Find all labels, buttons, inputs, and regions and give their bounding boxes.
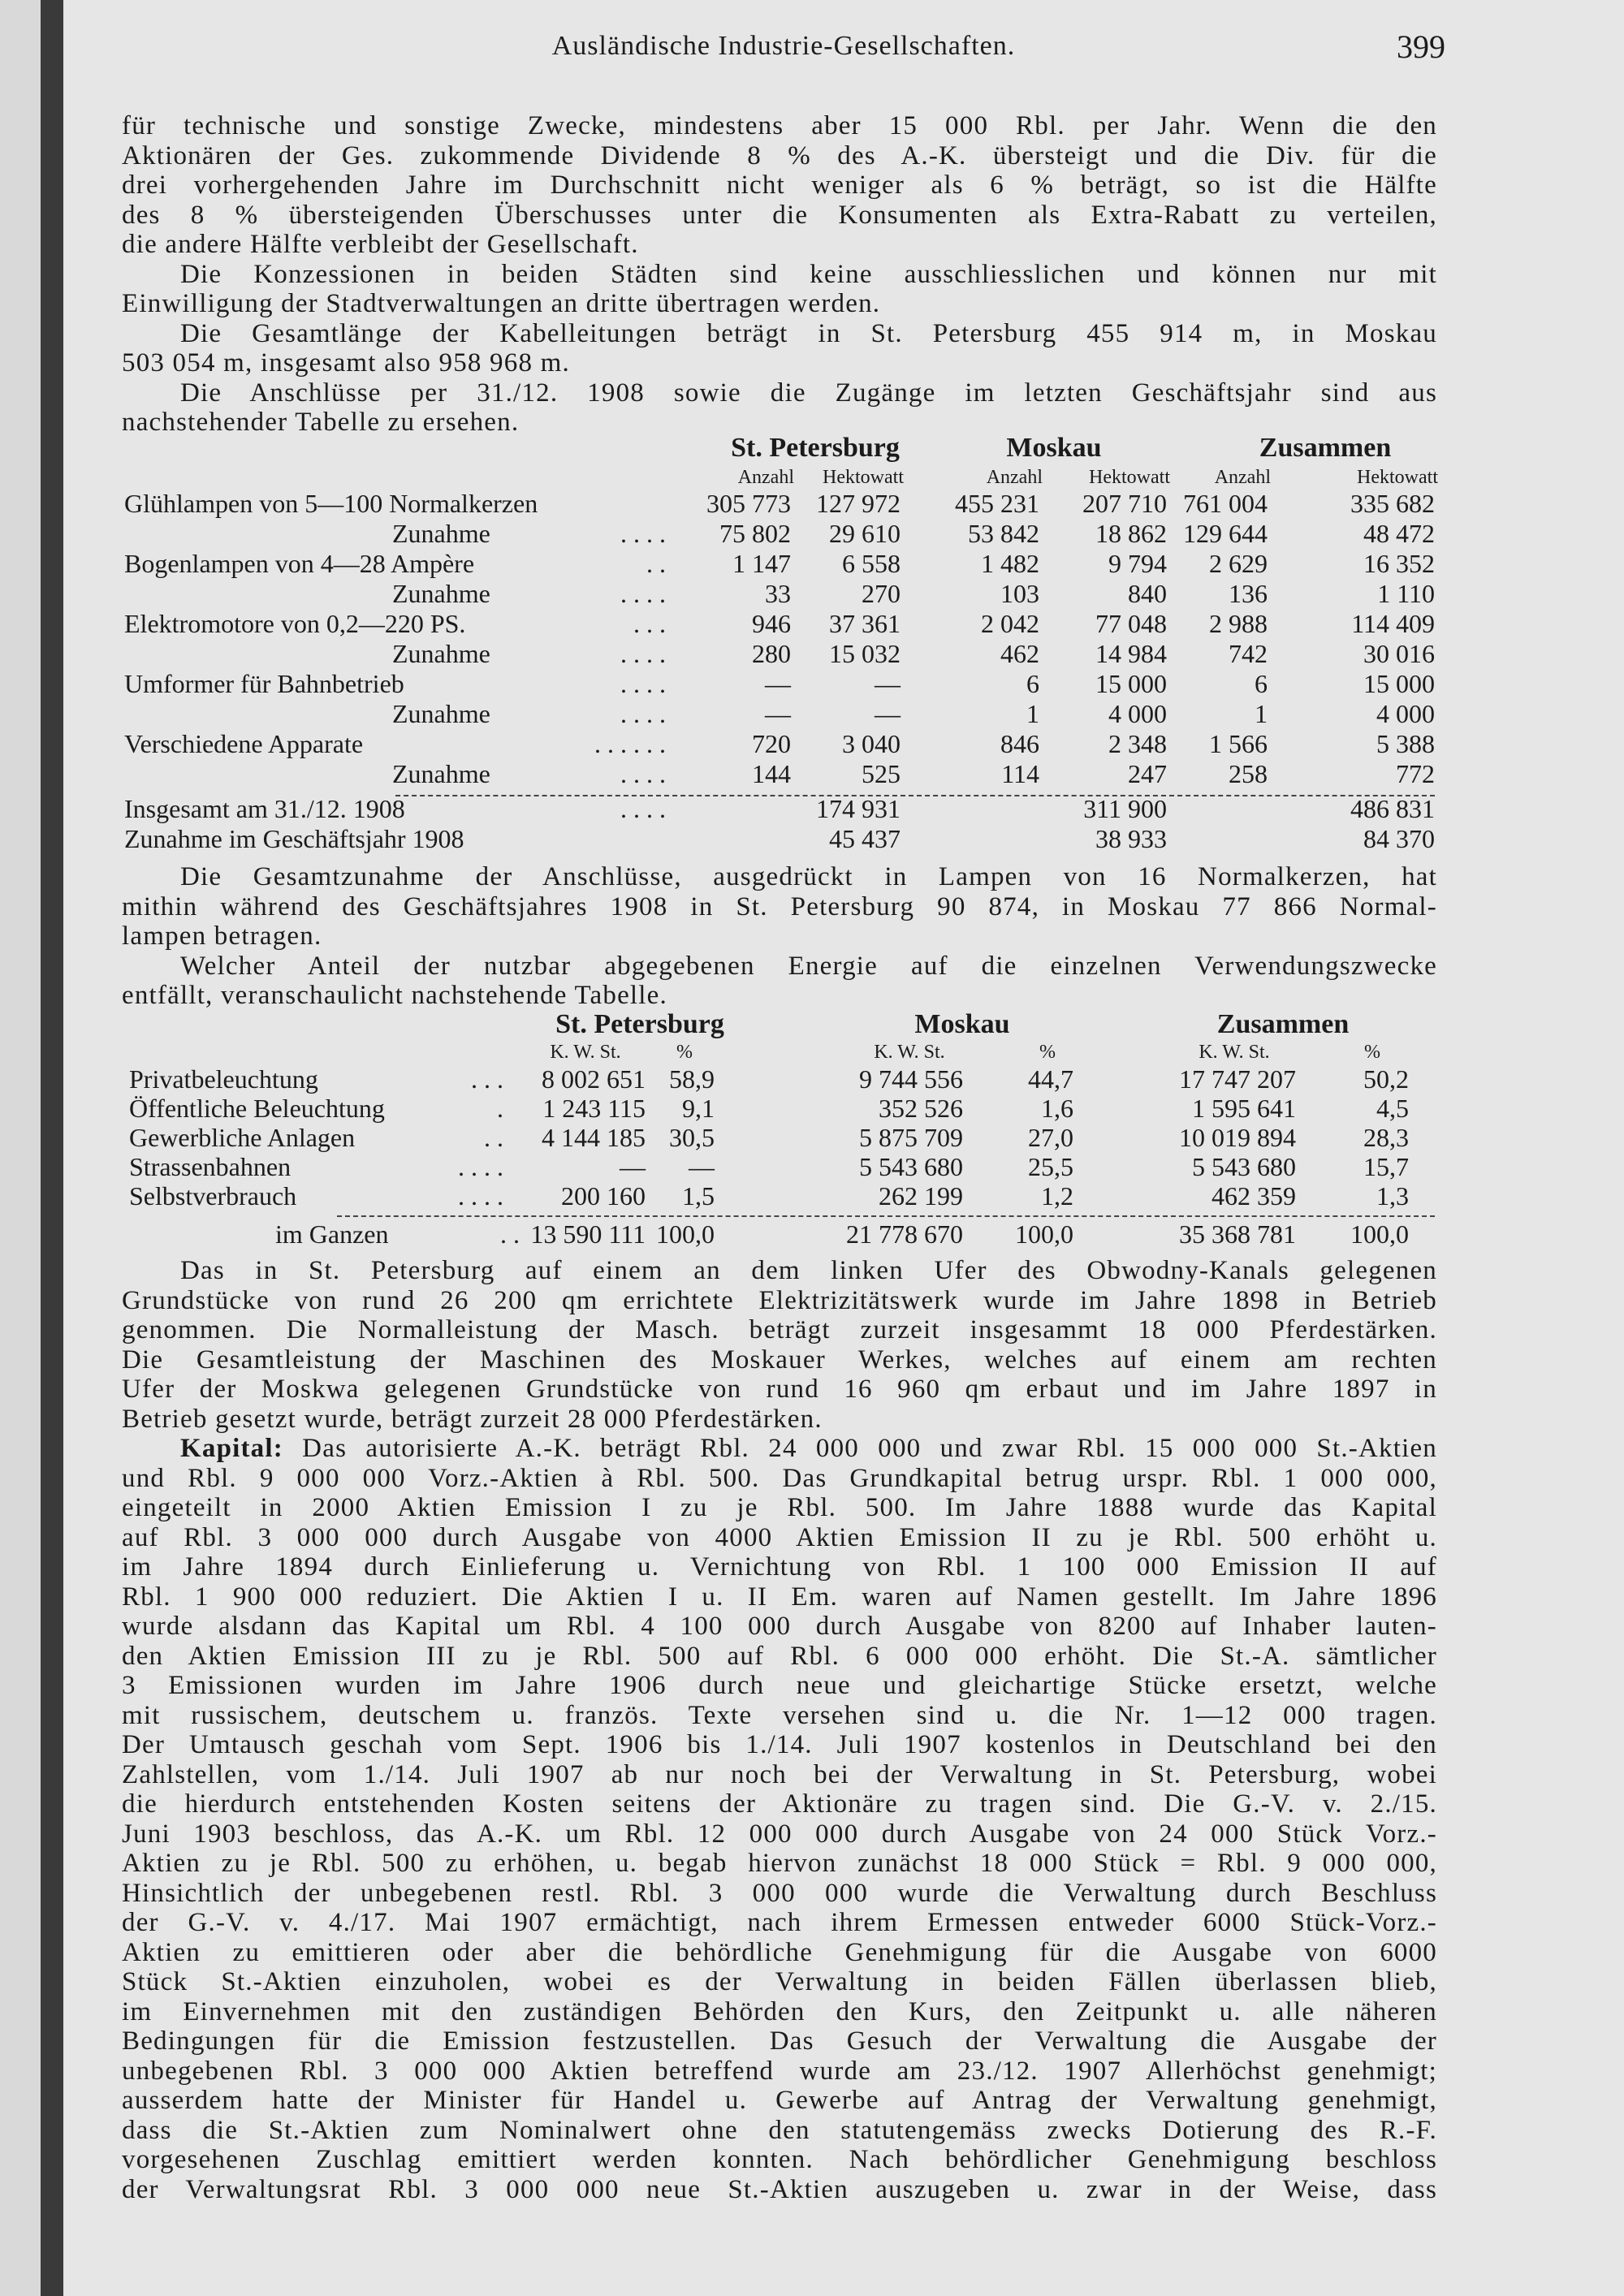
line-text: der G.-V. v. 4./17. Mai 1907 ermächtigt, nach ihrem Ermessen entweder 6000 Stück-Vorz.- bbox=[122, 1908, 1437, 1937]
table-cell: 50,2 bbox=[1363, 1064, 1409, 1094]
table-cell: — bbox=[620, 1152, 646, 1181]
table-cell: 114 409 bbox=[1351, 609, 1435, 638]
table-cell: 14 984 bbox=[1095, 639, 1167, 668]
line-text: vorgesehenen Zuschlag emittiert werden konnten. Nach behördlicher Genehmigung beschloss bbox=[122, 2145, 1437, 2174]
line-text: drei vorhergehenden Jahre im Durchschnitt nicht weniger als 6 % beträgt, so ist die Hälfte bbox=[122, 170, 1437, 200]
leader-dots: . . . . bbox=[620, 519, 666, 548]
table-cell: 247 bbox=[1128, 759, 1167, 788]
column-subheader: Hektowatt bbox=[1089, 467, 1170, 488]
row-label: Insgesamt am 31./12. 1908 bbox=[124, 794, 405, 823]
table-cell: 2 988 bbox=[1209, 609, 1268, 638]
leader-dots: . . bbox=[484, 1123, 503, 1152]
column-subheader: K. W. St. bbox=[550, 1042, 621, 1063]
paragraph-line bbox=[180, 952, 1437, 981]
leader-dots: . . . . bbox=[458, 1181, 503, 1211]
table-cell: 44,7 bbox=[1028, 1064, 1073, 1094]
paragraph-line bbox=[122, 1552, 1437, 1582]
table-cell: 1,5 bbox=[682, 1181, 715, 1211]
line-text: Rbl. 1 900 000 reduziert. Die Aktien I u. II Em. waren auf Namen gestellt. Im Jahre 1896 bbox=[122, 1582, 1437, 1612]
leader-dots: . . . . . . bbox=[594, 729, 666, 758]
table-cell: 16 352 bbox=[1363, 549, 1435, 578]
table-cell: 25,5 bbox=[1028, 1152, 1073, 1181]
table-cell: 311 900 bbox=[1083, 794, 1167, 823]
line-text: und Rbl. 9 000 000 Vorz.-Aktien à Rbl. 500. Das Grundkapital betrug urspr. Rbl. 1 000 000, bbox=[122, 1463, 1437, 1493]
line-text: 3 Emissionen wurden im Jahre 1906 durch neue und gleichartige Stücke ersetzt, welche bbox=[122, 1671, 1437, 1700]
table-cell: 100,0 bbox=[1015, 1219, 1073, 1249]
paragraph-line bbox=[180, 1256, 1437, 1285]
column-subheader: Anzahl bbox=[737, 467, 794, 488]
line-text: wurde alsdann das Kapital um Rbl. 4 100 000 durch Ausgabe von 8200 auf Inhaber lauten- bbox=[122, 1612, 1437, 1641]
table-cell: 352 526 bbox=[879, 1094, 963, 1123]
table-cell: 1 110 bbox=[1377, 579, 1435, 608]
line-text: die hierdurch entstehenden Kosten seitens der Aktionäre zu tragen sind. Die G.-V. v. 2./15. bbox=[122, 1789, 1437, 1819]
table-cell: 200 160 bbox=[561, 1181, 646, 1211]
row-sublabel: Zunahme bbox=[392, 759, 490, 788]
paragraph-line bbox=[122, 1789, 1437, 1819]
line-text: im Jahre 1894 durch Einlieferung u. Vernichtung von Rbl. 1 100 000 Emission II auf bbox=[122, 1552, 1437, 1582]
line-text: ausserdem hatte der Minister für Handel u. Gewerbe auf Antrag der Verwaltung genehmigt, bbox=[122, 2086, 1437, 2115]
leader-dots: . . . . bbox=[620, 579, 666, 608]
table-cell: 13 590 111 bbox=[530, 1219, 646, 1249]
table-cell: 4 144 185 bbox=[542, 1123, 646, 1152]
row-label: Verschiedene Apparate bbox=[124, 729, 364, 758]
line-text: die andere Hälfte verbleibt der Gesellschaft. bbox=[122, 230, 639, 259]
paragraph-line bbox=[122, 1375, 1437, 1404]
paragraph-line bbox=[122, 1642, 1437, 1671]
leader-dots: . . . . bbox=[620, 794, 666, 823]
paragraph-line bbox=[180, 1434, 1437, 1463]
table-cell: 35 368 781 bbox=[1179, 1219, 1296, 1249]
line-text: Der Umtausch geschah vom Sept. 1906 bis 1./14. Juli 1907 kostenlos in Deutschland bei den bbox=[122, 1730, 1437, 1759]
table-cell: 1 bbox=[1255, 699, 1268, 728]
table-cell: 840 bbox=[1128, 579, 1167, 608]
table-cell: 1 243 115 bbox=[542, 1094, 646, 1123]
row-label: Strassenbahnen bbox=[129, 1152, 292, 1181]
leader-dots: . . bbox=[646, 549, 666, 578]
table-cell: 761 004 bbox=[1183, 489, 1268, 518]
line-text: Hinsichtlich der unbegebenen restl. Rbl. 3 000 000 wurde die Verwaltung durch Beschluss bbox=[122, 1878, 1437, 1908]
table-cell: 9 794 bbox=[1108, 549, 1167, 578]
line-text: Die Gesamtzunahme der Anschlüsse, ausgedrückt in Lampen von 16 Normalkerzen, hat bbox=[180, 862, 1437, 891]
row-label: Selbstverbrauch bbox=[129, 1181, 297, 1211]
table-cell: 5 388 bbox=[1376, 729, 1435, 758]
paragraph-line bbox=[122, 2175, 1437, 2204]
line-text: für technische und sonstige Zwecke, mindestens aber 15 000 Rbl. per Jahr. Wenn die den bbox=[122, 111, 1437, 140]
table-cell: 5 875 709 bbox=[859, 1123, 963, 1152]
paragraph-line bbox=[122, 1582, 1437, 1612]
paragraph-line bbox=[122, 2056, 1437, 2086]
line-text: Die Anschlüsse per 31./12. 1908 sowie die Zugänge im letzten Geschäftsjahr sind aus bbox=[180, 378, 1437, 408]
paragraph-line bbox=[122, 2116, 1437, 2145]
line-text: Die Gesamtleistung der Maschinen des Moskauer Werkes, welches auf einem am rechten bbox=[122, 1344, 1437, 1375]
paragraph-line bbox=[122, 201, 1437, 230]
table-cell: 270 bbox=[862, 579, 901, 608]
table-rule bbox=[395, 795, 1435, 796]
table-rule bbox=[337, 1215, 1435, 1217]
table-cell: 772 bbox=[1396, 759, 1435, 788]
leader-dots: . bbox=[497, 1094, 503, 1123]
line-text: unbegebenen Rbl. 3 000 000 Aktien betreffend wurde am 23./12. 1907 Allerhöchst genehmigt; bbox=[122, 2056, 1437, 2086]
table-cell: 946 bbox=[752, 609, 791, 638]
leader-dots: . . . bbox=[633, 609, 666, 638]
table-cell: 38 933 bbox=[1095, 824, 1167, 853]
table-cell: 37 361 bbox=[829, 609, 901, 638]
table-cell: 525 bbox=[862, 759, 901, 788]
paragraph-line bbox=[122, 892, 1437, 921]
table-cell: 5 543 680 bbox=[1192, 1152, 1296, 1181]
table-cell: 45 437 bbox=[829, 824, 901, 853]
line-text: im Einvernehmen mit den zuständigen Behörden den Kurs, den Zeitpunkt u. alle näheren bbox=[122, 1996, 1437, 2026]
line-text: des 8 % übersteigenden Überschusses unter die Konsumenten als Extra-Rabatt zu verteilen, bbox=[122, 200, 1437, 230]
column-subheader: Hektowatt bbox=[1357, 467, 1438, 488]
table-cell: 4,5 bbox=[1376, 1094, 1409, 1123]
line-text: Juni 1903 beschloss, das A.-K. um Rbl. 12 000 000 durch Ausgabe von 24 000 Stück Vorz.- bbox=[122, 1819, 1437, 1849]
table-cell: 742 bbox=[1229, 639, 1268, 668]
line-text: eingeteilt in 2000 Aktien Emission I zu je Rbl. 500. Im Jahre 1888 wurde das Kapital bbox=[122, 1493, 1437, 1522]
paragraph-line bbox=[122, 1671, 1437, 1700]
paragraph-line bbox=[122, 1286, 1437, 1315]
table-cell: 18 862 bbox=[1095, 519, 1167, 548]
row-label: Privatbeleuchtung bbox=[129, 1064, 318, 1094]
paragraph-line bbox=[180, 319, 1437, 348]
table-cell: 335 682 bbox=[1350, 489, 1435, 518]
table-cell: — bbox=[689, 1152, 715, 1181]
line-text: Aktien zu emittieren oder aber die behördliche Genehmigung für die Ausgabe von 6000 bbox=[122, 1937, 1437, 1967]
left-margin-edge bbox=[0, 0, 41, 2296]
table-cell: 21 778 670 bbox=[846, 1219, 963, 1249]
table-cell: 9,1 bbox=[682, 1094, 715, 1123]
table-cell: 17 747 207 bbox=[1179, 1064, 1296, 1094]
table-cell: 1 595 641 bbox=[1192, 1094, 1296, 1123]
line-text: mit russischem, deutschem u. französ. Texte versehen sind u. die Nr. 1—12 000 tragen. bbox=[122, 1700, 1437, 1730]
line-text: Welcher Anteil der nutzbar abgegebenen Energie auf die einzelnen Verwendungszwecke bbox=[180, 951, 1437, 981]
table-cell: 720 bbox=[752, 729, 791, 758]
table-cell: 10 019 894 bbox=[1179, 1123, 1296, 1152]
table-cell: 136 bbox=[1229, 579, 1268, 608]
page-number: 399 bbox=[1397, 28, 1445, 65]
paragraph-line bbox=[122, 2145, 1437, 2174]
table-cell: 8 002 651 bbox=[542, 1064, 646, 1094]
row-sublabel: Zunahme bbox=[392, 519, 490, 548]
line-text: auf Rbl. 3 000 000 durch Ausgabe von 4000 Aktien Emission II zu je Rbl. 500 erhöht u. bbox=[122, 1522, 1437, 1552]
column-subheader: K. W. St. bbox=[874, 1042, 945, 1063]
paragraph-line bbox=[122, 1819, 1437, 1849]
line-text: dass die St.-Aktien zum Nominalwert ohne den statutengemäss zwecks Dotierung des R.-F. bbox=[122, 2115, 1437, 2145]
leader-dots: . . . . bbox=[458, 1152, 503, 1181]
leader-dots: . . bbox=[500, 1219, 520, 1249]
table-cell: 207 710 bbox=[1082, 489, 1167, 518]
table-cell: 1,3 bbox=[1376, 1181, 1409, 1211]
column-subheader: % bbox=[676, 1042, 693, 1063]
line-text: Die Konzessionen in beiden Städten sind keine ausschliesslichen und können nur mit bbox=[180, 259, 1437, 289]
paragraph-line bbox=[180, 862, 1437, 891]
paragraph-line bbox=[122, 230, 1437, 259]
table-cell: 1 147 bbox=[732, 549, 791, 578]
line-text: Aktionären der Ges. zukommende Dividende 8 % des A.-K. übersteigt und die Div. für die bbox=[122, 140, 1437, 170]
table-cell: 27,0 bbox=[1028, 1123, 1073, 1152]
table-cell: 5 543 680 bbox=[859, 1152, 963, 1181]
table-cell: 486 831 bbox=[1350, 794, 1435, 823]
paragraph-line bbox=[122, 1967, 1437, 1996]
row-sublabel: Zunahme bbox=[392, 639, 490, 668]
paragraph-line bbox=[122, 1730, 1437, 1759]
table-cell: 174 931 bbox=[816, 794, 901, 823]
binding-shadow bbox=[41, 0, 63, 2296]
table-cell: 455 231 bbox=[955, 489, 1039, 518]
column-subheader: Anzahl bbox=[986, 467, 1043, 488]
column-group-header: St. Petersburg bbox=[731, 433, 900, 463]
paragraph-line bbox=[122, 1523, 1437, 1552]
line-text: Bedingungen für die Emission festzustellen. Das Gesuch der Verwaltung die Ausgabe der bbox=[122, 2026, 1437, 2056]
table-cell: 1,2 bbox=[1041, 1181, 1073, 1211]
paragraph-line bbox=[122, 1701, 1437, 1730]
line-text: Die Gesamtlänge der Kabelleitungen beträgt in St. Petersburg 455 914 m, in Moskau bbox=[180, 318, 1437, 348]
paragraph-line bbox=[122, 170, 1437, 200]
column-group-header: Moskau bbox=[914, 1009, 1010, 1039]
row-label: Umformer für Bahnbetrieb bbox=[124, 669, 404, 698]
table-cell: 305 773 bbox=[706, 489, 791, 518]
line-text: Einwilligung der Stadtverwaltungen an dritte übertragen werden. bbox=[122, 289, 881, 318]
table-cell: 29 610 bbox=[829, 519, 901, 548]
column-subheader: Hektowatt bbox=[823, 467, 904, 488]
paragraph-line bbox=[122, 1464, 1437, 1493]
table-cell: 4 000 bbox=[1108, 699, 1167, 728]
table-cell: 1 566 bbox=[1209, 729, 1268, 758]
table-cell: 127 972 bbox=[816, 489, 901, 518]
table-cell: 28,3 bbox=[1363, 1123, 1409, 1152]
table-cell: 2 348 bbox=[1108, 729, 1167, 758]
column-subheader: % bbox=[1364, 1042, 1380, 1063]
row-label: im Ganzen bbox=[275, 1219, 389, 1249]
table-cell: 280 bbox=[752, 639, 791, 668]
table-cell: 1 bbox=[1026, 699, 1039, 728]
running-title: Ausländische Industrie-Gesellschaften. bbox=[551, 31, 1016, 61]
paragraph-line bbox=[122, 1908, 1437, 1937]
paragraph-line bbox=[122, 1997, 1437, 2026]
row-sublabel: Zunahme bbox=[392, 579, 490, 608]
line-text: der Verwaltungsrat Rbl. 3 000 000 neue St.-Aktien auszugeben u. zwar in der Weise, dass bbox=[122, 2174, 1437, 2204]
line-text: Das autorisierte A.-K. beträgt Rbl. 24 000 000 und zwar Rbl. 15 000 000 St.-Aktien bbox=[283, 1434, 1437, 1463]
table-cell: 2 629 bbox=[1209, 549, 1268, 578]
line-text: lampen betragen. bbox=[122, 921, 322, 951]
table-cell: 100,0 bbox=[656, 1219, 715, 1249]
leader-dots: . . . . bbox=[620, 699, 666, 728]
row-label: Bogenlampen von 4—28 Ampère bbox=[124, 549, 475, 578]
line-text: Betrieb gesetzt wurde, beträgt zurzeit 28 000 Pferdestärken. bbox=[122, 1404, 823, 1434]
paragraph-line bbox=[122, 141, 1437, 170]
table-cell: 1,6 bbox=[1041, 1094, 1073, 1123]
table-cell: 30 016 bbox=[1363, 639, 1435, 668]
leader-dots: . . . . bbox=[620, 669, 666, 698]
row-label: Glühlampen von 5—100 Normalkerzen bbox=[124, 489, 538, 518]
paragraph-line bbox=[122, 921, 1437, 951]
line-text: Zahlstellen, vom 1./14. Juli 1907 ab nur noch bei der Verwaltung in St. Petersburg, wobei bbox=[122, 1759, 1437, 1789]
column-subheader: K. W. St. bbox=[1199, 1042, 1270, 1063]
table-cell: — bbox=[765, 699, 791, 728]
paragraph-line bbox=[122, 348, 1437, 378]
paragraph-line bbox=[122, 1345, 1437, 1375]
table-cell: 53 842 bbox=[968, 519, 1039, 548]
table-cell: 9 744 556 bbox=[859, 1064, 963, 1094]
column-subheader: Anzahl bbox=[1214, 467, 1271, 488]
table-cell: 2 042 bbox=[981, 609, 1039, 638]
table-cell: 100,0 bbox=[1350, 1219, 1409, 1249]
table-cell: 4 000 bbox=[1376, 699, 1435, 728]
line-text: 503 054 m, insgesamt also 958 968 m. bbox=[122, 348, 570, 378]
line-text: Das in St. Petersburg auf einem an dem linken Ufer des Obwodny-Kanals gelegenen bbox=[180, 1256, 1437, 1285]
paragraph-line bbox=[122, 2026, 1437, 2056]
table-cell: 15 032 bbox=[829, 639, 901, 668]
leader-dots: . . . . bbox=[620, 759, 666, 788]
paragraph-line bbox=[180, 260, 1437, 289]
paragraph-line bbox=[122, 1849, 1437, 1878]
table-cell: 15 000 bbox=[1095, 669, 1167, 698]
paragraph-line bbox=[122, 1493, 1437, 1522]
paragraph-line bbox=[122, 1612, 1437, 1641]
paragraph-line bbox=[122, 981, 1437, 1010]
table-cell: 30,5 bbox=[669, 1123, 715, 1152]
table-cell: 1 482 bbox=[981, 549, 1039, 578]
line-text: den Aktien Emission III zu je Rbl. 500 auf Rbl. 6 000 000 erhöht. Die St.-A. sämtlicher bbox=[122, 1641, 1437, 1671]
table-cell: 15 000 bbox=[1363, 669, 1435, 698]
table-cell: — bbox=[875, 669, 901, 698]
table-cell: 75 802 bbox=[719, 519, 791, 548]
row-sublabel: Zunahme bbox=[392, 699, 490, 728]
line-text: Aktien zu je Rbl. 500 zu erhöhen, u. begab hiervon zunächst 18 000 Stück = Rbl. 9 000 000, bbox=[122, 1849, 1437, 1878]
table-cell: 33 bbox=[765, 579, 791, 608]
line-text: Ufer der Moskwa gelegenen Grundstücke von rund 16 960 qm erbaut und im Jahre 1897 in bbox=[122, 1375, 1437, 1404]
page-header bbox=[122, 28, 1445, 71]
column-group-header: Zusammen bbox=[1216, 1009, 1350, 1039]
table-cell: 462 359 bbox=[1212, 1181, 1296, 1211]
table-cell: 262 199 bbox=[879, 1181, 963, 1211]
table-cell: 129 644 bbox=[1183, 519, 1268, 548]
row-label: Gewerbliche Anlagen bbox=[129, 1123, 356, 1152]
table-cell: 6 558 bbox=[842, 549, 901, 578]
table-cell: 48 472 bbox=[1363, 519, 1435, 548]
paragraph-line bbox=[122, 1405, 1437, 1434]
table-cell: — bbox=[875, 699, 901, 728]
column-group-header: St. Petersburg bbox=[555, 1009, 724, 1039]
row-label: Zunahme im Geschäftsjahr 1908 bbox=[124, 824, 464, 853]
paragraph-line bbox=[180, 378, 1437, 408]
paragraph-line bbox=[122, 2086, 1437, 2115]
table-cell: 462 bbox=[1000, 639, 1039, 668]
line-text: mithin während des Geschäftsjahres 1908 in St. Petersburg 90 874, in Moskau 77 866 Normal- bbox=[122, 891, 1437, 921]
column-group-header: Moskau bbox=[1006, 433, 1102, 463]
leader-dots: . . . bbox=[471, 1064, 503, 1094]
section-heading: Kapital: bbox=[180, 1434, 283, 1463]
paragraph-line bbox=[122, 1938, 1437, 1967]
row-label: Elektromotore von 0,2—220 PS. bbox=[124, 609, 466, 638]
line-text: nachstehender Tabelle zu ersehen. bbox=[122, 408, 520, 437]
line-text: genommen. Die Normalleistung der Masch. beträgt zurzeit insgesammt 18 000 Pferdestärken. bbox=[122, 1315, 1437, 1344]
column-group-header: Zusammen bbox=[1259, 433, 1392, 463]
table-cell: 77 048 bbox=[1095, 609, 1167, 638]
paragraph-line bbox=[122, 289, 1437, 318]
table-cell: 6 bbox=[1255, 669, 1268, 698]
table-cell: 58,9 bbox=[669, 1064, 715, 1094]
table-cell: 144 bbox=[752, 759, 791, 788]
row-label: Öffentliche Beleuchtung bbox=[129, 1094, 385, 1123]
table-cell: — bbox=[765, 669, 791, 698]
table-cell: 258 bbox=[1229, 759, 1268, 788]
paragraph-line bbox=[122, 111, 1437, 140]
leader-dots: . . . . bbox=[620, 639, 666, 668]
table-cell: 6 bbox=[1026, 669, 1039, 698]
table-cell: 84 370 bbox=[1363, 824, 1435, 853]
column-subheader: % bbox=[1039, 1042, 1056, 1063]
paragraph-line bbox=[122, 1760, 1437, 1789]
paragraph-line bbox=[122, 1879, 1437, 1908]
table-cell: 846 bbox=[1000, 729, 1039, 758]
table-cell: 114 bbox=[1001, 759, 1039, 788]
table-cell: 3 040 bbox=[842, 729, 901, 758]
table-cell: 103 bbox=[1000, 579, 1039, 608]
line-text: entfällt, veranschaulicht nachstehende Tabelle. bbox=[122, 981, 667, 1010]
line-text: Grundstücke von rund 26 200 qm errichtete Elektrizitätswerk wurde im Jahre 1898 in Betrieb bbox=[122, 1285, 1437, 1315]
paragraph-line bbox=[122, 1315, 1437, 1344]
table-cell: 15,7 bbox=[1363, 1152, 1409, 1181]
line-text: Stück St.-Aktien einzuholen, wobei es der Verwaltung in beiden Fällen überlassen blieb, bbox=[122, 1967, 1437, 1996]
